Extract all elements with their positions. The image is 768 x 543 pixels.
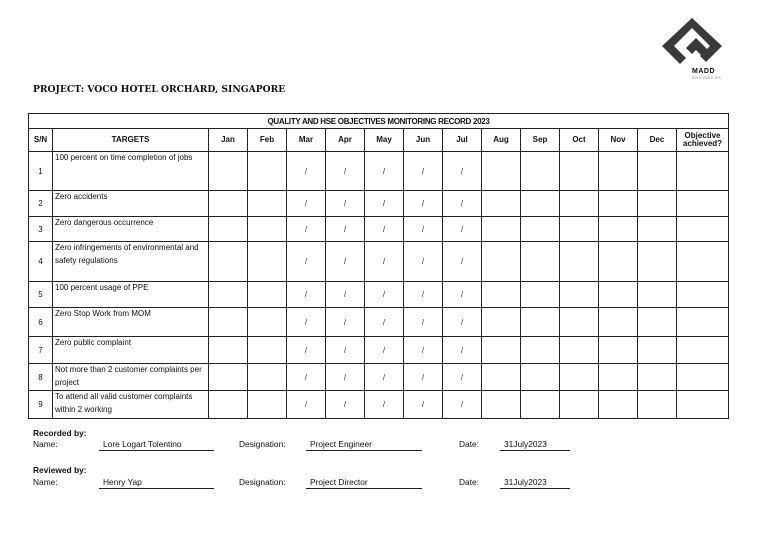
row-sn: 2 (29, 191, 53, 217)
month-cell-sep (521, 191, 560, 217)
reviewed-date: 31July2023 (500, 476, 570, 489)
month-cell-dec (638, 337, 677, 364)
month-cell-oct (560, 308, 599, 337)
month-cell-apr: / (326, 308, 365, 337)
month-cell-nov (599, 282, 638, 308)
achieved-cell (677, 242, 729, 282)
header-month-oct: Oct (560, 129, 599, 152)
month-cell-oct (560, 364, 599, 391)
month-cell-oct (560, 337, 599, 364)
month-cell-nov (599, 152, 638, 191)
header-month-jan: Jan (209, 129, 248, 152)
recorded-heading: Recorded by: (33, 428, 87, 438)
month-cell-aug (482, 152, 521, 191)
achieved-cell (677, 391, 729, 419)
month-cell-jan (209, 282, 248, 308)
month-cell-nov (599, 337, 638, 364)
month-cell-aug (482, 282, 521, 308)
row-target: Zero accidents (53, 191, 209, 217)
month-cell-sep (521, 337, 560, 364)
month-cell-sep (521, 152, 560, 191)
table-title: QUALITY AND HSE OBJECTIVES MONITORING RECORD 2023 (29, 114, 729, 129)
month-cell-apr: / (326, 242, 365, 282)
month-cell-aug (482, 364, 521, 391)
month-cell-jan (209, 364, 248, 391)
month-cell-feb (248, 308, 287, 337)
row-sn: 1 (29, 152, 53, 191)
month-cell-jul: / (443, 364, 482, 391)
month-cell-apr: / (326, 282, 365, 308)
month-cell-jul: / (443, 152, 482, 191)
month-cell-jun: / (404, 217, 443, 242)
table-row (29, 217, 729, 242)
row-target: To attend all valid customer complaints within 2 working (53, 391, 209, 419)
month-cell-mar: / (287, 242, 326, 282)
logo-subtitle: ENGINEERS (692, 76, 722, 80)
achieved-cell (677, 308, 729, 337)
month-cell-dec (638, 191, 677, 217)
month-cell-jul: / (443, 391, 482, 419)
header-month-apr: Apr (326, 129, 365, 152)
month-cell-jul: / (443, 337, 482, 364)
month-cell-apr: / (326, 364, 365, 391)
month-cell-sep (521, 308, 560, 337)
month-cell-aug (482, 242, 521, 282)
recorded-name: Lore Logart Tolentino (99, 438, 214, 451)
row-target: Zero infringements of environmental and safety regulations (53, 242, 209, 282)
month-cell-jun: / (404, 282, 443, 308)
month-cell-oct (560, 152, 599, 191)
month-cell-jan (209, 152, 248, 191)
month-cell-jan (209, 391, 248, 419)
recorded-name-label: Name: (33, 439, 58, 449)
month-cell-mar: / (287, 217, 326, 242)
month-cell-mar: / (287, 391, 326, 419)
month-cell-may: / (365, 308, 404, 337)
month-cell-nov (599, 217, 638, 242)
recorded-date: 31July2023 (500, 438, 570, 451)
month-cell-nov (599, 191, 638, 217)
recorded-designation: Project Engineer (306, 438, 422, 451)
month-cell-aug (482, 191, 521, 217)
row-sn: 5 (29, 282, 53, 308)
header-month-may: May (365, 129, 404, 152)
month-cell-oct (560, 282, 599, 308)
header-month-dec: Dec (638, 129, 677, 152)
month-cell-oct (560, 191, 599, 217)
reviewed-name: Henry Yap (99, 476, 214, 489)
month-cell-jan (209, 337, 248, 364)
table-row (29, 282, 729, 308)
header-month-mar: Mar (287, 129, 326, 152)
month-cell-sep (521, 391, 560, 419)
month-cell-oct (560, 217, 599, 242)
header-row (29, 129, 729, 152)
achieved-cell (677, 282, 729, 308)
month-cell-jan (209, 191, 248, 217)
month-cell-may: / (365, 337, 404, 364)
month-cell-feb (248, 391, 287, 419)
achieved-cell (677, 364, 729, 391)
recorded-date-label: Date: (459, 439, 480, 449)
month-cell-nov (599, 391, 638, 419)
month-cell-mar: / (287, 337, 326, 364)
month-cell-may: / (365, 364, 404, 391)
reviewed-designation-label: Designation: (239, 477, 286, 487)
month-cell-feb (248, 242, 287, 282)
month-cell-feb (248, 217, 287, 242)
logo-brand: MADD (692, 68, 715, 75)
month-cell-apr: / (326, 391, 365, 419)
row-target: Zero public complaint (53, 337, 209, 364)
table-row (29, 242, 729, 282)
month-cell-dec (638, 364, 677, 391)
month-cell-jun: / (404, 391, 443, 419)
month-cell-nov (599, 364, 638, 391)
month-cell-oct (560, 391, 599, 419)
month-cell-sep (521, 282, 560, 308)
table-row (29, 191, 729, 217)
month-cell-may: / (365, 282, 404, 308)
header-achieved: Objective achieved? (677, 129, 729, 152)
header-month-sep: Sep (521, 129, 560, 152)
month-cell-mar: / (287, 282, 326, 308)
reviewed-designation: Project Director (306, 476, 422, 489)
month-cell-jun: / (404, 308, 443, 337)
month-cell-sep (521, 217, 560, 242)
achieved-cell (677, 191, 729, 217)
month-cell-may: / (365, 391, 404, 419)
header-month-feb: Feb (248, 129, 287, 152)
month-cell-may: / (365, 242, 404, 282)
month-cell-dec (638, 391, 677, 419)
month-cell-dec (638, 152, 677, 191)
monitoring-table (28, 113, 729, 419)
table-row (29, 337, 729, 364)
month-cell-may: / (365, 217, 404, 242)
month-cell-jul: / (443, 308, 482, 337)
month-cell-jan (209, 242, 248, 282)
month-cell-may: / (365, 152, 404, 191)
header-month-jul: Jul (443, 129, 482, 152)
row-sn: 7 (29, 337, 53, 364)
month-cell-feb (248, 337, 287, 364)
month-cell-jun: / (404, 152, 443, 191)
month-cell-aug (482, 391, 521, 419)
project-title: PROJECT: VOCO HOTEL ORCHARD, SINGAPORE (33, 84, 286, 95)
month-cell-dec (638, 242, 677, 282)
month-cell-jul: / (443, 217, 482, 242)
month-cell-apr: / (326, 337, 365, 364)
header-month-aug: Aug (482, 129, 521, 152)
row-sn: 8 (29, 364, 53, 391)
month-cell-jul: / (443, 282, 482, 308)
header-targets: TARGETS (53, 129, 209, 152)
month-cell-feb (248, 364, 287, 391)
row-target: 100 percent usage of PPE (53, 282, 209, 308)
month-cell-apr: / (326, 152, 365, 191)
month-cell-nov (599, 242, 638, 282)
row-sn: 6 (29, 308, 53, 337)
row-target: 100 percent on time completion of jobs (53, 152, 209, 191)
table-row (29, 364, 729, 391)
month-cell-dec (638, 282, 677, 308)
month-cell-mar: / (287, 308, 326, 337)
month-cell-aug (482, 308, 521, 337)
row-target: Zero dangerous occurrence (53, 217, 209, 242)
recorded-designation-label: Designation: (239, 439, 286, 449)
month-cell-aug (482, 217, 521, 242)
month-cell-feb (248, 282, 287, 308)
month-cell-apr: / (326, 217, 365, 242)
month-cell-sep (521, 242, 560, 282)
month-cell-oct (560, 242, 599, 282)
achieved-cell (677, 152, 729, 191)
row-target: Not more than 2 customer complaints per project (53, 364, 209, 391)
row-sn: 3 (29, 217, 53, 242)
header-month-jun: Jun (404, 129, 443, 152)
month-cell-feb (248, 152, 287, 191)
header-sn: S/N (29, 129, 53, 152)
row-sn: 9 (29, 391, 53, 419)
reviewed-date-label: Date: (459, 477, 480, 487)
month-cell-jul: / (443, 242, 482, 282)
month-cell-sep (521, 364, 560, 391)
reviewed-heading: Reviewed by: (33, 465, 87, 475)
month-cell-jun: / (404, 364, 443, 391)
month-cell-nov (599, 308, 638, 337)
table-row (29, 391, 729, 419)
month-cell-may: / (365, 191, 404, 217)
row-target: Zero Stop Work from MOM (53, 308, 209, 337)
table-row (29, 152, 729, 191)
reviewed-name-label: Name: (33, 477, 58, 487)
row-sn: 4 (29, 242, 53, 282)
month-cell-jun: / (404, 242, 443, 282)
month-cell-jan (209, 308, 248, 337)
month-cell-jan (209, 217, 248, 242)
month-cell-jun: / (404, 191, 443, 217)
month-cell-mar: / (287, 364, 326, 391)
month-cell-jun: / (404, 337, 443, 364)
achieved-cell (677, 337, 729, 364)
month-cell-jul: / (443, 191, 482, 217)
month-cell-apr: / (326, 191, 365, 217)
achieved-cell (677, 217, 729, 242)
month-cell-dec (638, 308, 677, 337)
month-cell-mar: / (287, 191, 326, 217)
month-cell-dec (638, 217, 677, 242)
month-cell-mar: / (287, 152, 326, 191)
header-month-nov: Nov (599, 129, 638, 152)
table-row (29, 308, 729, 337)
month-cell-aug (482, 337, 521, 364)
month-cell-feb (248, 191, 287, 217)
